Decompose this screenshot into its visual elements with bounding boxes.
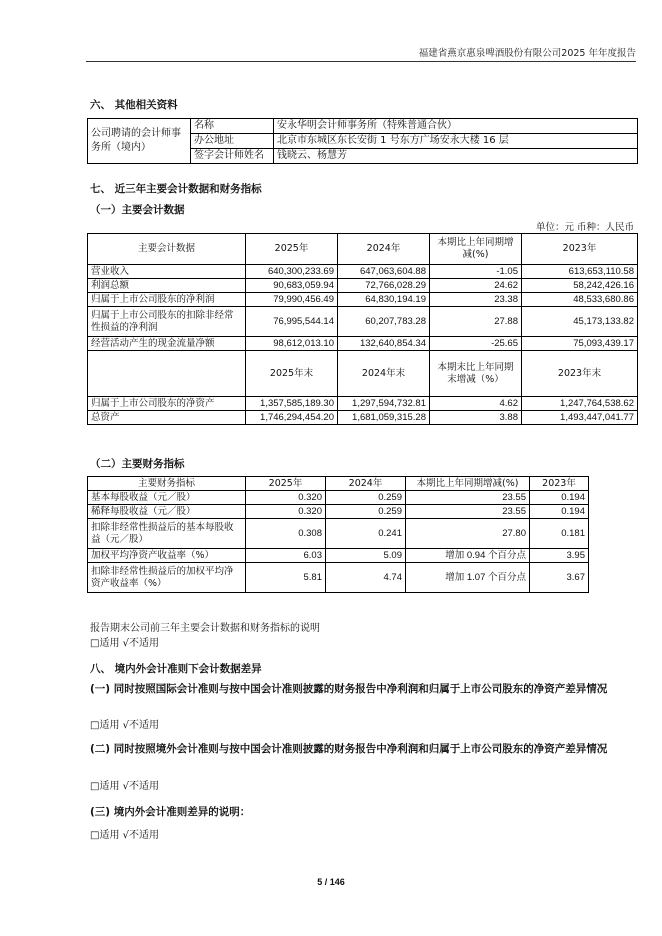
auditor-row-label: 名称 [191,119,274,134]
table2-header: 2023年 [530,477,589,491]
auditor-table [87,118,638,164]
financial-indicators-table [87,476,589,593]
table1-header2: 2024年末 [338,351,430,397]
table-cell: 45,173,133.82 [522,307,638,337]
table1-header2 [88,351,246,397]
table-cell: 0.320 [246,505,326,519]
section-8-item-3: (三) 境内外会计准则差异的说明： [90,806,251,818]
table-cell: 0.194 [530,491,589,505]
table-cell: 0.308 [246,519,326,549]
table-cell: 24.62 [430,279,522,293]
table-cell: 3.88 [430,411,522,425]
table-cell: 1,746,294,454.20 [246,411,338,425]
table-cell: 23.55 [406,505,530,519]
table-row-label: 归属于上市公司股东的净资产 [88,397,246,411]
table-cell: 0.194 [530,505,589,519]
table-cell: 64,830,194.19 [338,293,430,307]
table-cell: 0.181 [530,519,589,549]
table-cell: 增加 1.07 个百分点 [406,563,530,593]
auditor-label: 公司聘请的会计师事务所（境内） [88,119,191,164]
section-8-item-3-check: □适用 √不适用 [90,830,159,841]
table1-header: 2024年 [338,234,430,265]
table-cell: 增加 0.94 个百分点 [406,549,530,563]
auditor-row-value: 安永华明会计师事务所（特殊普通合伙） [274,119,638,134]
auditor-row-value: 钱晓云、杨慧芳 [274,149,638,164]
auditor-row-value: 北京市东城区东长安街 1 号东方广场安永大楼 16 层 [274,134,638,149]
note-checkbox: □适用 √不适用 [90,638,159,649]
table-cell: 5.09 [326,549,406,563]
table-cell: 27.88 [430,307,522,337]
table-cell: 0.259 [326,505,406,519]
table1-header2: 2023年末 [522,351,638,397]
section-6-title: 六、 其他相关资料 [90,99,178,111]
table1-header: 2025年 [246,234,338,265]
table-row-label: 加权平均净资产收益率（%） [88,549,246,563]
table-cell: 79,990,456.49 [246,293,338,307]
sub1-title: （一）主要会计数据 [90,204,185,216]
section-8-item-1-check: □适用 √不适用 [90,720,159,731]
table-cell: 0.241 [326,519,406,549]
table-cell: 75,093,439.17 [522,337,638,351]
table-row-label: 总资产 [88,411,246,425]
table1-header: 主要会计数据 [88,234,246,265]
sub2-title: （二）主要财务指标 [90,458,185,470]
table-cell: 0.259 [326,491,406,505]
table-cell: 76,995,544.14 [246,307,338,337]
table-row-label: 营业收入 [88,265,246,279]
table-cell: 3.95 [530,549,589,563]
table-cell: -1.05 [430,265,522,279]
table-cell: 90,683,059.94 [246,279,338,293]
table-row-label: 扣除非经常性损益后的基本每股收益（元／股） [88,519,246,549]
table1-header2: 2025年末 [246,351,338,397]
section-8-item-1: (一) 同时按照国际会计准则与按中国会计准则披露的财务报告中净利润和归属于上市公司股东的净资产差异情况 [90,683,608,695]
note-text: 报告期末公司前三年主要会计数据和财务指标的说明 [90,623,320,634]
table-cell: 3.67 [530,563,589,593]
table-cell: 1,247,764,538.62 [522,397,638,411]
table-row-label: 归属于上市公司股东的净利润 [88,293,246,307]
table-cell: 23.38 [430,293,522,307]
section-8-item-2-check: □适用 √不适用 [90,781,159,792]
table-cell: 58,242,426.16 [522,279,638,293]
page-number: 5 / 146 [317,877,345,887]
table-cell: 1,681,059,315.28 [338,411,430,425]
table-cell: 27.80 [406,519,530,549]
table1-header: 2023年 [522,234,638,265]
table-cell: 6.03 [246,549,326,563]
table-row-label: 利润总额 [88,279,246,293]
table1-header2: 本期末比上年同期末增减（%） [430,351,522,397]
table-cell: 640,300,233.69 [246,265,338,279]
table-cell: 98,612,013.10 [246,337,338,351]
header-divider [86,61,636,62]
table-cell: 4.74 [326,563,406,593]
table-cell: 4.62 [430,397,522,411]
table-cell: -25.65 [430,337,522,351]
table-cell: 0.320 [246,491,326,505]
table-cell: 72,766,028.29 [338,279,430,293]
unit-label: 单位：元 币种：人民币 [535,222,634,233]
auditor-row-label: 签字会计师姓名 [191,149,274,164]
section-8-item-2: (二) 同时按照境外会计准则与按中国会计准则披露的财务报告中净利润和归属于上市公司股东的净资产差异情况 [90,743,608,755]
table-row-label: 稀释每股收益（元／股） [88,505,246,519]
section-8-title: 八、 境内外会计准则下会计数据差异 [90,663,262,675]
table-cell: 132,640,854.34 [338,337,430,351]
table-row-label: 扣除非经常性损益后的加权平均净资产收益率（%） [88,563,246,593]
table1-header: 本期比上年同期增减(%) [430,234,522,265]
section-7-title: 七、 近三年主要会计数据和财务指标 [90,183,262,195]
table2-header: 主要财务指标 [88,477,246,491]
table2-header: 本期比上年同期增减(%) [406,477,530,491]
table-row-label: 经营活动产生的现金流量净额 [88,337,246,351]
page-header: 福建省燕京惠泉啤酒股份有限公司2025 年年度报告 [418,48,636,59]
table-row-label: 基本每股收益（元／股） [88,491,246,505]
table-cell: 1,297,594,732.81 [338,397,430,411]
table-row-label: 归属于上市公司股东的扣除非经常性损益的净利润 [88,307,246,337]
auditor-row-label: 办公地址 [191,134,274,149]
table2-header: 2025年 [246,477,326,491]
table-cell: 1,357,585,189.30 [246,397,338,411]
table-cell: 613,653,110.58 [522,265,638,279]
table-cell: 1,493,447,041.77 [522,411,638,425]
table-cell: 60,207,783.28 [338,307,430,337]
table-cell: 5.81 [246,563,326,593]
table-cell: 48,533,680.86 [522,293,638,307]
table-cell: 647,063,604.88 [338,265,430,279]
table-cell: 23.55 [406,491,530,505]
table2-header: 2024年 [326,477,406,491]
accounting-data-table [87,233,638,425]
